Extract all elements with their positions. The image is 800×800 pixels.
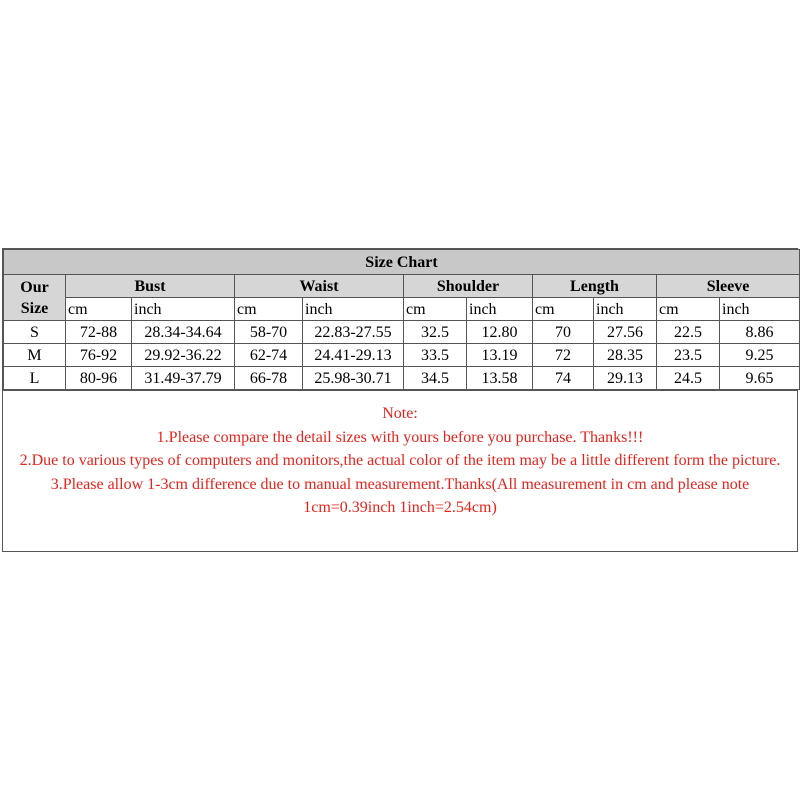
size-cell: M [4,344,66,367]
notes-section [3,390,797,530]
table-cell: 58-70 [235,321,303,344]
table-cell: 29.92-36.22 [132,344,235,367]
table-cell: 13.58 [467,367,533,390]
group-header-waist: Waist [235,275,404,298]
table-cell: 29.13 [594,367,657,390]
table-cell: 66-78 [235,367,303,390]
our-size-label-line1: Our [20,278,49,296]
unit-inch: inch [132,298,235,321]
table-row [4,367,800,390]
table-cell: 12.80 [467,321,533,344]
unit-cm: cm [657,298,720,321]
table-cell: 23.5 [657,344,720,367]
table-cell: 24.5 [657,367,720,390]
unit-inch: inch [303,298,404,321]
table-cell: 13.19 [467,344,533,367]
table-cell: 9.25 [720,344,800,367]
table-cell: 70 [533,321,594,344]
table-cell: 22.83-27.55 [303,321,404,344]
group-header-shoulder: Shoulder [404,275,533,298]
table-cell: 62-74 [235,344,303,367]
size-chart [2,248,798,552]
group-header-length: Length [533,275,657,298]
table-cell: 72 [533,344,594,367]
note-heading: Note: [382,405,418,422]
table-cell: 34.5 [404,367,467,390]
table-cell: 8.86 [720,321,800,344]
note-1: 1.Please compare the detail sizes with yours before you purchase. Thanks!!! [156,428,644,446]
unit-inch: inch [720,298,800,321]
table-cell: 28.34-34.64 [132,321,235,344]
table-row [4,344,800,367]
table-cell: 80-96 [66,367,132,390]
unit-cm: cm [235,298,303,321]
size-table [3,249,800,390]
size-cell: S [4,321,66,344]
table-cell: 74 [533,367,594,390]
size-cell: L [4,367,66,390]
note-2: 2.Due to various types of computers and monitors,the actual color of the item may be a little different form the picture. [19,452,781,469]
table-cell: 72-88 [66,321,132,344]
table-cell: 25.98-30.71 [303,367,404,390]
our-size-label-line2: Size [20,299,49,317]
table-cell: 33.5 [404,344,467,367]
unit-cm: cm [533,298,594,321]
our-size-header [4,275,66,321]
table-cell: 22.5 [657,321,720,344]
table-cell: 32.5 [404,321,467,344]
table-cell: 28.35 [594,344,657,367]
group-header-bust: Bust [66,275,235,298]
unit-cm: cm [404,298,467,321]
group-header-sleeve: Sleeve [657,275,800,298]
unit-cm: cm [66,298,132,321]
table-row [4,321,800,344]
table-cell: 76-92 [66,344,132,367]
table-cell: 31.49-37.79 [132,367,235,390]
unit-inch: inch [594,298,657,321]
unit-inch: inch [467,298,533,321]
table-cell: 24.41-29.13 [303,344,404,367]
table-cell: 9.65 [720,367,800,390]
note-3: 3.Please allow 1-3cm difference due to manual measurement.Thanks(All measurement in cm and please note 1cm=0.39inch 1inch=2.54cm) [50,475,750,516]
chart-title: Size Chart [4,250,800,275]
table-cell: 27.56 [594,321,657,344]
